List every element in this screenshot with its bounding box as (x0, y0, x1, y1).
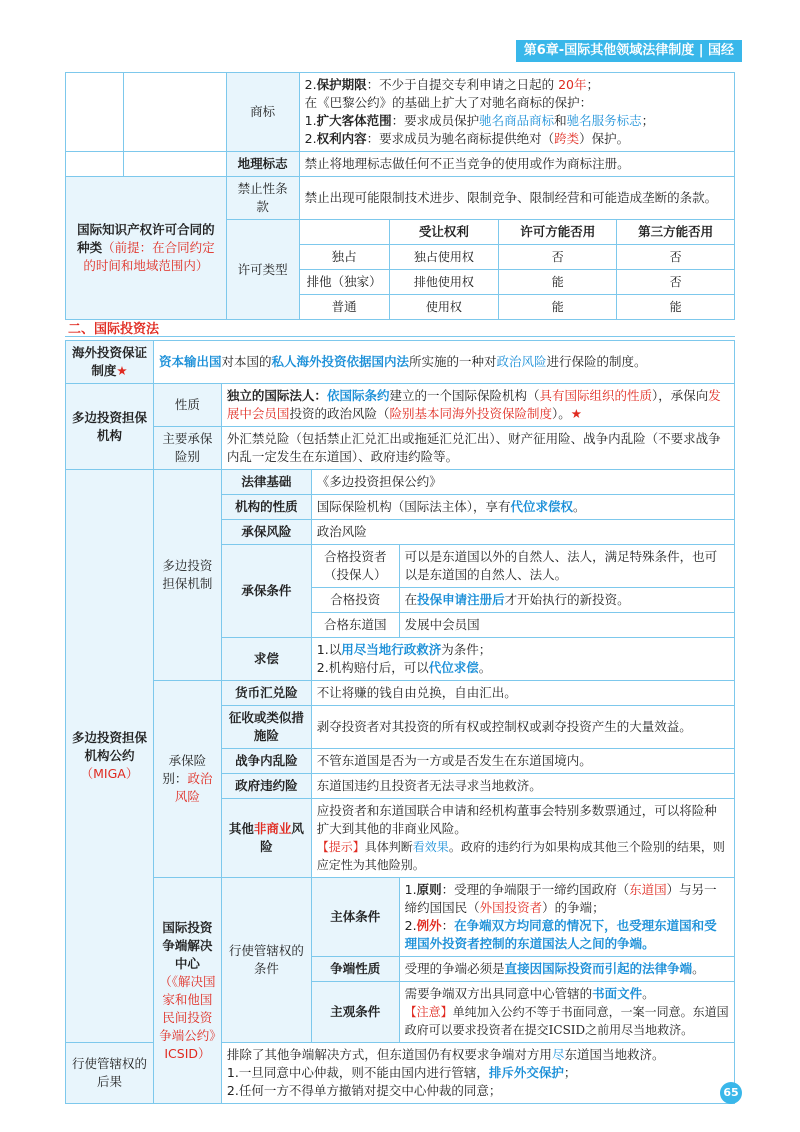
subjc-label: 主观条件 (311, 982, 399, 1043)
disp-label: 争端性质 (311, 957, 399, 982)
subj-row (66, 878, 735, 957)
claim-label: 求偿 (221, 638, 311, 681)
ban-text: 禁止出现可能限制技术进步、限制竞争、限制经营和可能造成垄断的条款。 (299, 177, 734, 220)
trademark-row (66, 73, 735, 152)
page-number: 65 (720, 1082, 742, 1104)
type-head: 受让权利 (389, 220, 499, 245)
legal-row (66, 470, 735, 495)
ban-label: 禁止性条款 (226, 177, 299, 220)
war-label: 战争内乱险 (221, 749, 311, 774)
claim-text: 1.以用尽当地行政救济为条件； 2.机构赔付后，可以代位求偿。 (311, 638, 734, 681)
other-label: 其他非商业风险 (221, 799, 311, 878)
geo-text: 禁止将地理标志做任何不正当竞争的使用或作为商标注册。 (299, 152, 734, 177)
host-text: 发展中会员国 (399, 613, 734, 638)
subj-text: 1.原则：受理的争端限于一缔约国政府（东道国）与另一缔约国国民（外国投资者）的争端； 2.例外：在争端双方均同意的情况下，也受理东道国和受理国外投资者控制的东道国法人之间的争端。 (399, 878, 734, 957)
miga-org-label: 多边投资担保机构 (66, 384, 154, 470)
blank-cell (66, 73, 124, 152)
type-head: 许可方能否用 (499, 220, 617, 245)
investor-text: 可以是东道国以外的自然人、法人，满足特殊条件，也可以是东道国的自然人、法人。 (399, 545, 734, 588)
cons-text: 排除了其他争端解决方式，但东道国仍有权要求争端对方用尽东道国当地救济。 1.一旦同意中心仲裁，则不能由国内进行管辖，排斥外交保护； 2.任何一方不得单方撤销对提交中心仲裁的同意； (221, 1043, 734, 1104)
ip-table (65, 72, 735, 320)
license-title-cell: 国际知识产权许可合同的种类（前提：在合同约定的时间和地域范围内） (66, 177, 227, 320)
license-licensor: 能 (499, 295, 617, 320)
type-label: 许可类型 (226, 220, 299, 320)
ois-label: 海外投资保证制度★ (66, 341, 154, 384)
qinv-text: 在投保申请注册后才开始执行的新投资。 (399, 588, 734, 613)
license-name: 普通 (299, 295, 389, 320)
license-right: 排他使用权 (389, 270, 499, 295)
fx-row (66, 681, 735, 706)
blank-cell (123, 152, 226, 177)
host-label: 合格东道国 (311, 613, 399, 638)
blank-cell (66, 152, 124, 177)
blank-cell (299, 220, 389, 245)
exp-label: 征收或类似措施险 (221, 706, 311, 749)
war-text: 不管东道国是否为一方或是否发生在东道国境内。 (311, 749, 734, 774)
nature-text: 独立的国际法人：依国际条约建立的一个国际保险机构（具有国际组织的性质），承保向发展中会员国投资的政治风险（险别基本同海外投资保险制度）。★ (221, 384, 734, 427)
license-licensor: 否 (499, 245, 617, 270)
fx-label: 货币汇兑险 (221, 681, 311, 706)
miga-convention-label: 多边投资担保机构公约 （MIGA） (66, 470, 154, 1043)
license-third: 能 (617, 295, 735, 320)
fx-text: 不让将赚的钱自由兑换，自由汇出。 (311, 681, 734, 706)
jur-label: 行使管辖权的条件 (221, 878, 311, 1043)
legal-text: 《多边投资担保公约》 (311, 470, 734, 495)
risks-label: 承保险别：政治风险 (153, 681, 221, 878)
exp-text: 剥夺投资者对其投资的所有权或控制权或剥夺投资产生的大量效益。 (311, 706, 734, 749)
type-head: 第三方能否用 (617, 220, 735, 245)
risk-text: 外汇禁兑险（包括禁止汇兑汇出或拖延汇兑汇出）、财产征用险、战争内乱险（不要求战争内乱一定发生在东道国）、政府违约险等。 (221, 427, 734, 470)
geo-row (66, 152, 735, 177)
nature-label: 性质 (153, 384, 221, 427)
disp-text: 受理的争端必须是直接因国际投资而引起的法律争端。 (399, 957, 734, 982)
cover-text: 政治风险 (311, 520, 734, 545)
trademark-content: 2.保护期限：不少于自提交专利申请之日起的 20年； 在《巴黎公约》的基础上扩大了对驰名商标的保护： 1.扩大客体范围：要求成员保护驰名商品商标和驰名服务标志； 2.权利内容：要求成员为驰名商标提供绝对（跨类）保护。 (299, 73, 734, 152)
subj-label: 主体条件 (311, 878, 399, 957)
subjc-text: 需要争端双方出具同意中心管辖的书面文件。 【注意】单纯加入公约不等于书面同意，一案一同意。东道国政府可以要求投资者在提交ICSID之前用尽当地救济。 (399, 982, 734, 1043)
ois-text: 资本输出国对本国的私人海外投资依据国内法所实施的一种对政治风险进行保险的制度。 (153, 341, 734, 384)
nature-row (66, 384, 735, 427)
gov-text: 东道国违约且投资者无法寻求当地救济。 (311, 774, 734, 799)
license-right: 独占使用权 (389, 245, 499, 270)
license-third: 否 (617, 245, 735, 270)
gov-label: 政府违约险 (221, 774, 311, 799)
investor-label: 合格投资者（投保人） (311, 545, 399, 588)
section-divider (65, 336, 735, 337)
license-right: 使用权 (389, 295, 499, 320)
qinv-label: 合格投资 (311, 588, 399, 613)
license-third: 否 (617, 270, 735, 295)
section-title: 二、国际投资法 (68, 322, 160, 337)
legal-label: 法律基础 (221, 470, 311, 495)
icsid-label: 国际投资争端解决中心 （《解决国家和他国民间投资争端公约》ICSID） (153, 878, 221, 1104)
geo-label: 地理标志 (226, 152, 299, 177)
trademark-label: 商标 (226, 73, 299, 152)
cover-label: 承保风险 (221, 520, 311, 545)
risk-label: 主要承保险别 (153, 427, 221, 470)
risk-row (66, 427, 735, 470)
cond-label: 承保条件 (221, 545, 311, 638)
inst-label: 机构的性质 (221, 495, 311, 520)
blank-cell (123, 73, 226, 152)
mechanism-label: 多边投资担保机制 (153, 470, 221, 681)
cons-label: 行使管辖权的后果 (66, 1043, 154, 1104)
chapter-header: 第6章-国际其他领域法律制度 | 国经 (516, 40, 742, 62)
ois-row (66, 341, 735, 384)
other-text: 应投资者和东道国联合申请和经机构董事会特别多数票通过，可以将险种扩大到其他的非商业风险。 【提示】具体判断看效果。政府的违约行为如果构成其他三个险别的结果，则应定性为其他险别。 (311, 799, 734, 878)
license-licensor: 能 (499, 270, 617, 295)
license-ban-row (66, 177, 735, 220)
inst-text: 国际保险机构（国际法主体），享有代位求偿权。 (311, 495, 734, 520)
license-name: 排他（独家） (299, 270, 389, 295)
license-name: 独占 (299, 245, 389, 270)
investment-table (65, 340, 735, 1104)
